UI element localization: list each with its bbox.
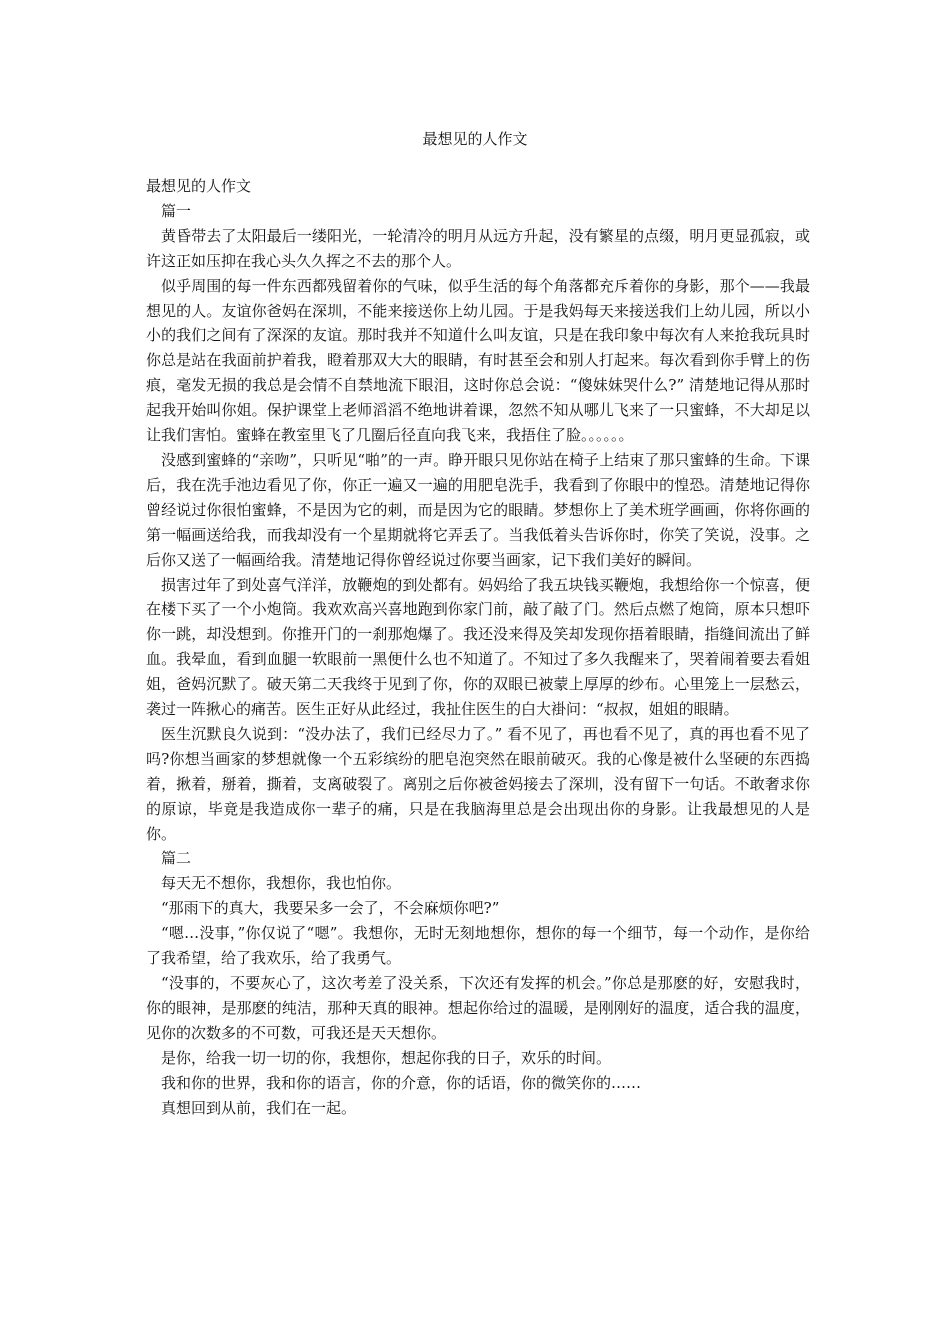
document-subtitle: 最想见的人作文 <box>146 177 252 195</box>
document-body <box>146 174 810 1120</box>
section-1-paragraph: 医生沉默良久说到：“没办法了，我们已经尽力了。” 看不见了，再也看不见了，真的再也看不见了吗?你想当画家的梦想就像一个五彩缤纷的肥皂泡突然在眼前破灭。我的心像是被什么坚硬的东西捣着，揪着，掰着，撕着，支离破裂了。离别之后你被爸妈接去了深圳，没有留下一句话。不敢奢求你的原谅，毕竟是我造成你一辈子的痛，只是在我脑海里总是会出现出你的身影。让我最想见的人是你。 <box>146 724 810 843</box>
section-1-paragraph: 损害过年了到处喜气洋洋，放鞭炮的到处都有。妈妈给了我五块钱买鞭炮，我想给你一个惊喜，便在楼下买了一个小炮筒。我欢欢高兴喜地跑到你家门前，敲了敲了门。然后点燃了炮筒，原本只想吓你一跳，却没想到。你推开门的一刹那炮爆了。我还没来得及笑却发现你捂着眼睛，指缝间流出了鲜血。我晕血，看到血腿一软眼前一黑便什么也不知道了。不知过了多久我醒来了，哭着闹着要去看姐姐，爸妈沉默了。破天第二天我终于见到了你，你的双眼已被蒙上厚厚的纱布。心里笼上一层愁云，袭过一阵揪心的痛苦。医生正好从此经过，我扯住医生的白大褂问：“叔叔，姐姐的眼睛。 <box>146 575 810 719</box>
section-1-paragraph: 黄昏带去了太阳最后一缕阳光，一轮清冷的明月从远方升起，没有繁星的点缀，明月更显孤寂，或许这正如压抑在我心头久久挥之不去的那个人。 <box>146 226 810 270</box>
section-2-paragraph: “那雨下的真大，我要呆多一会了，不会麻烦你吧?” <box>161 899 500 918</box>
document-title: 最想见的人作文 <box>422 130 528 148</box>
section-2-paragraph: “嗯…没事，”你仅说了“嗯”。我想你，无时无刻地想你，想你的每一个细节，每一个动作，是你给了我希望，给了我欢乐，给了我勇气。 <box>146 924 810 968</box>
section-2-paragraph: 我和你的世界，我和你的语言，你的介意，你的话语，你的微笑你的…… <box>161 1073 642 1092</box>
section-2-paragraph: 真想回到从前，我们在一起。 <box>161 1098 357 1117</box>
section-1-paragraph: 没感到蜜蜂的“亲吻”，只听见“啪”的一声。睁开眼只见你站在椅子上结束了那只蜜蜂的生命。下课后，我在洗手池边看见了你，你正一遍又一遍的用肥皂洗手，我看到了你眼中的惶恐。清楚地记得你曾经说过你很怕蜜蜂，不是因为它的刺，而是因为它的眼睛。梦想你上了美术班学画画，你将你画的第一幅画送给我，而我却没有一个星期就将它弄丢了。当我低着头告诉你时，你笑了笑说，没事。之后你又送了一幅画给我。清楚地记得你曾经说过你要当画家，记下我们美好的瞬间。 <box>146 450 810 569</box>
section-1-label: 篇一 <box>161 201 192 220</box>
section-1-paragraph: 似乎周围的每一件东西都残留着你的气味，似乎生活的每个角落都充斥着你的身影，那个——我最想见的人。友谊你爸妈在深圳，不能来接送你上幼儿园。于是我妈每天来接送我们上幼儿园，所以小小的我们之间有了深深的友谊。那时我并不知道什么叫友谊，只是在我印象中每次有人来抢我玩具时你总是站在我面前护着我，瞪着那双大大的眼睛，有时甚至会和别人打起来。每次看到你手臂上的伤痕，毫发无损的我总是会情不自禁地流下眼泪，这时你总会说：“傻妹妹哭什么?” 清楚地记得从那时起我开始叫你姐。保护课堂上老师滔滔不绝地讲着课，忽然不知从哪儿飞来了一只蜜蜂，不大却足以让我们害怕。蜜蜂在教室里飞了几圈后径直向我飞来，我捂住了脸。。。。。。 <box>146 276 810 445</box>
section-2-label: 篇二 <box>161 849 192 868</box>
section-2-paragraph: 每天无不想你，我想你，我也怕你。 <box>161 874 402 893</box>
section-2-paragraph: 是你，给我一切一切的你，我想你，想起你我的日子，欢乐的时间。 <box>161 1048 612 1067</box>
section-2-paragraph: “没事的，不要灰心了，这次考差了没关系，下次还有发挥的机会。”你总是那麽的好，安慰我时，你的眼神，是那麽的纯洁，那种天真的眼神。想起你给过的温暖，是刚刚好的温度，适合我的温度，见你的次数多的不可数，可我还是天天想你。 <box>146 974 810 1042</box>
